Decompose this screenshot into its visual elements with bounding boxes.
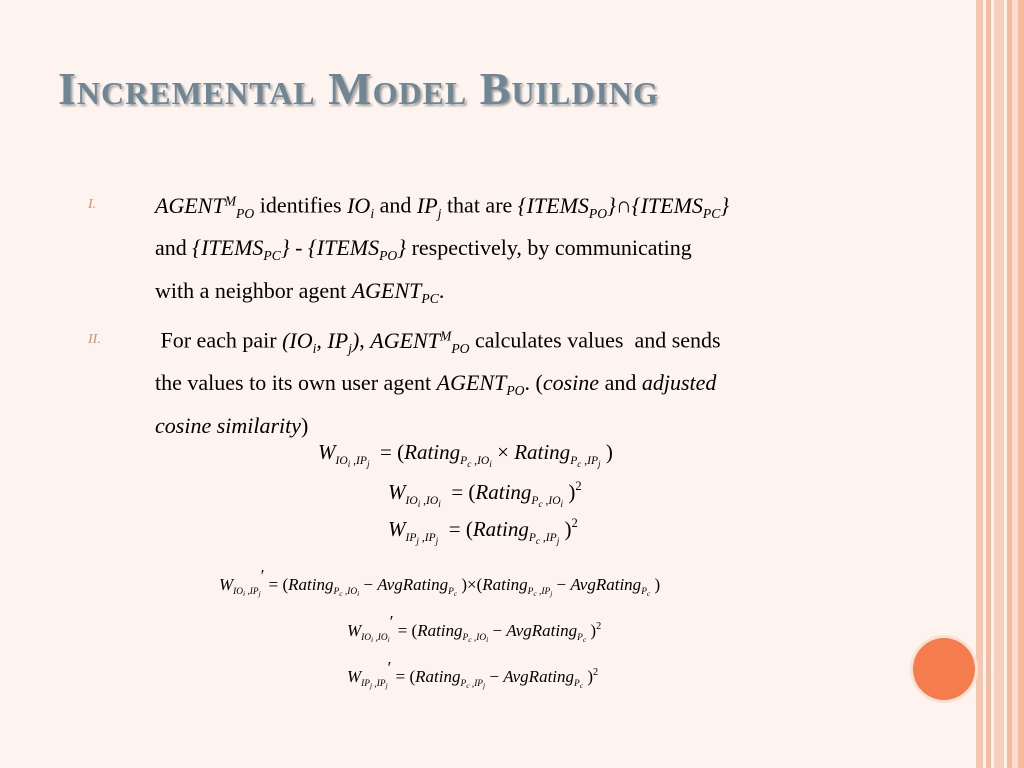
decorative-stripes bbox=[976, 0, 1024, 768]
formula-w-io-io: $W_{IO_i ,IO_i}$ = (Rating$_{P_c ,IO_i}$ )$^2$ bbox=[388, 479, 582, 509]
slide-title: Incremental Model Building bbox=[58, 63, 659, 114]
list-item-text: $AGENT^M_{PO}$ identifies $IO_i$ and $IP_j$ that are $\{ITEMS_{PO}\}\cap\{ITEMS_{PC}\}$ and $\{ITEMS_{PC}\}$ - $\{ITEMS_{PO}\}$ respectively, by communicating with a neighbor agent $AGENT_{PC}$. bbox=[155, 192, 730, 306]
formula-adj-w-ip-ip: $W_{IP_j ,IP_j}'$ = (Rating$_{P_c ,IP_j}$ − AvgRating$_{P_c}$ )$^2$ bbox=[347, 657, 599, 691]
list-item-text: For each pair ($IO_i$, $IP_j$), $AGENT^M_{PO}$ calculates values and sends the values to its own user agent $AGENT_{PO}$. (cosine and adjusted cosine similarity) bbox=[155, 327, 721, 439]
decorative-circle bbox=[913, 638, 975, 700]
formula-adj-w-io-ip: $W_{IO_i ,IP_j}'$ = (Rating$_{P_c ,IO_i}$ − AvgRating$_{P_c}$ )×(Rating$_{P_c ,IP_j}$ − AvgRating$_{P_c}$ ) bbox=[219, 565, 661, 599]
list-numeral: II. bbox=[88, 332, 101, 347]
list-numeral: I. bbox=[88, 197, 97, 212]
formula-adj-w-io-io: $W_{IO_i ,IO_i}'$ = (Rating$_{P_c ,IO_i}$ − AvgRating$_{P_c}$ )$^2$ bbox=[347, 611, 602, 645]
formula-w-ip-ip: $W_{IP_j ,IP_j}$ = (Rating$_{P_c ,IP_j}$ )$^2$ bbox=[388, 516, 578, 546]
formula-w-io-ip: $W_{IO_i ,IP_j}$ = (Rating$_{P_c ,IO_i}$ × Rating$_{P_c ,IP_j}$ ) bbox=[318, 440, 613, 469]
